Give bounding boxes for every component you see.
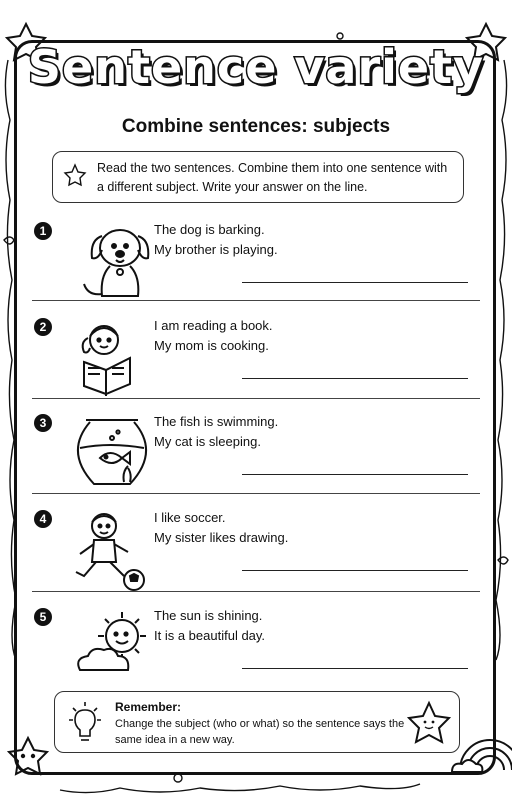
fishbowl-icon (64, 414, 160, 498)
exercise-item-2 (30, 318, 482, 414)
remember-box (54, 691, 460, 753)
page-title: Sentence variety (27, 40, 485, 94)
girl-reading-icon (64, 318, 160, 402)
sun-cloud-icon (64, 608, 160, 692)
answer-line[interactable] (242, 282, 468, 283)
item-number: 5 (34, 608, 52, 626)
answer-line[interactable] (242, 378, 468, 379)
smiling-star-icon (407, 700, 451, 744)
divider (32, 300, 480, 301)
item-number: 1 (34, 222, 52, 240)
boy-soccer-icon (64, 510, 160, 594)
sentence-2: My brother is playing. (154, 242, 278, 257)
divider (32, 591, 480, 592)
sentence-1: The dog is barking. (154, 222, 265, 237)
instructions-text: Read the two sentences. Combine them into one sentence with a different subject. Write your answer on the line. (97, 161, 448, 194)
item-number: 2 (34, 318, 52, 336)
sentence-1: I like soccer. (154, 510, 226, 525)
remember-text: Change the subject (who or what) so the sentence says the same idea in a new way. (115, 718, 405, 746)
instructions-box (52, 151, 464, 203)
exercise-item-1 (30, 222, 482, 318)
lightbulb-icon (67, 702, 103, 744)
exercise-item-5 (30, 608, 482, 704)
star-icon (63, 163, 87, 192)
remember-heading: Remember: (115, 700, 182, 714)
sentence-2: My sister likes drawing. (154, 530, 289, 545)
answer-line[interactable] (242, 668, 468, 669)
answer-line[interactable] (242, 570, 468, 571)
exercise-item-3 (30, 414, 482, 510)
item-number: 3 (34, 414, 52, 432)
sentence-1: The fish is swimming. (154, 414, 279, 429)
divider (32, 398, 480, 399)
page-subtitle: Combine sentences: subjects (121, 116, 391, 137)
item-number: 4 (34, 510, 52, 528)
sentence-2: It is a beautiful day. (154, 628, 266, 643)
sentence-2: My mom is cooking. (154, 338, 269, 353)
divider (32, 493, 480, 494)
answer-line[interactable] (242, 474, 468, 475)
dog-icon (64, 222, 160, 306)
sentence-2: My cat is sleeping. (154, 434, 261, 449)
sentence-1: The sun is shining. (154, 608, 263, 623)
sentence-1: I am reading a book. (154, 318, 273, 333)
